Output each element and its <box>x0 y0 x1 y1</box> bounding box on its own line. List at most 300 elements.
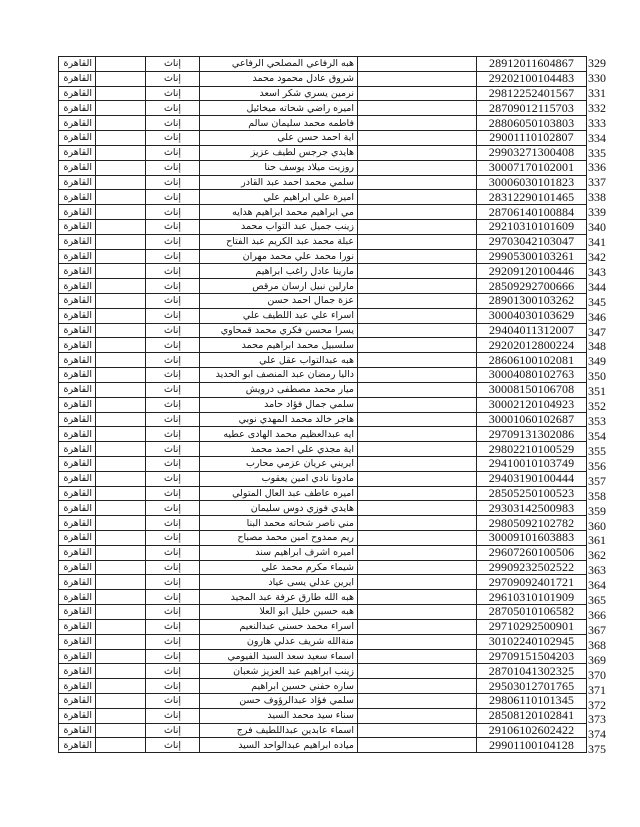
name-cell: ساره حفني حسين ابراهيم <box>200 679 358 694</box>
row-number: 350 <box>588 369 606 384</box>
row-number: 333 <box>588 115 606 130</box>
empty-cell <box>358 101 477 116</box>
name-cell: داليا رمضان عبد المنصف ابو الحديد <box>200 368 358 383</box>
gender-cell: إناث <box>146 545 200 560</box>
empty-cell <box>96 664 146 679</box>
row-number: 341 <box>588 235 606 250</box>
gender-cell: إناث <box>146 71 200 86</box>
table-row <box>59 57 587 72</box>
table-row <box>59 723 587 738</box>
row-number: 371 <box>588 682 606 697</box>
name-cell: عزة جمال احمد حسن <box>200 294 358 309</box>
row-number: 332 <box>588 100 606 115</box>
empty-cell <box>96 708 146 723</box>
row-number: 329 <box>588 56 606 70</box>
row-number: 351 <box>588 384 606 399</box>
empty-cell <box>96 649 146 664</box>
city-cell: القاهرة <box>59 501 96 516</box>
gender-cell: إناث <box>146 575 200 590</box>
national-id-cell: 29209120100446 <box>477 264 587 279</box>
name-cell: نرمين يسري شكر اسعد <box>200 86 358 101</box>
row-number: 363 <box>588 563 606 578</box>
gender-cell: إناث <box>146 442 200 457</box>
roster-body <box>59 57 587 753</box>
empty-cell <box>96 382 146 397</box>
empty-cell <box>358 205 477 220</box>
name-cell: اسراء محمد حسني عبدالنعيم <box>200 619 358 634</box>
empty-cell <box>96 116 146 131</box>
city-cell: القاهرة <box>59 545 96 560</box>
row-number: 346 <box>588 309 606 324</box>
gender-cell: إناث <box>146 708 200 723</box>
city-cell: القاهرة <box>59 249 96 264</box>
name-cell: عبلة محمد عبد الكريم عبد الفتاح <box>200 234 358 249</box>
national-id-cell: 30009101603883 <box>477 531 587 546</box>
national-id-cell: 29607260100506 <box>477 545 587 560</box>
city-cell: القاهرة <box>59 516 96 531</box>
city-cell: القاهرة <box>59 649 96 664</box>
table-row <box>59 679 587 694</box>
empty-cell <box>358 456 477 471</box>
name-cell: يسرا محسن فكري محمد قمحاوي <box>200 323 358 338</box>
empty-cell <box>358 279 477 294</box>
name-cell: فاطمه محمد سليمان سالم <box>200 116 358 131</box>
table-row <box>59 471 587 486</box>
empty-cell <box>96 86 146 101</box>
national-id-cell: 30102240102945 <box>477 634 587 649</box>
empty-cell <box>358 249 477 264</box>
national-id-cell: 28901300103262 <box>477 294 587 309</box>
empty-cell <box>96 693 146 708</box>
row-number: 334 <box>588 130 606 145</box>
gender-cell: إناث <box>146 131 200 146</box>
table-row <box>59 708 587 723</box>
name-cell: نورا محمد علي محمد مهران <box>200 249 358 264</box>
empty-cell <box>358 160 477 175</box>
name-cell: اميره اشرف ابراهيم سند <box>200 545 358 560</box>
empty-cell <box>358 693 477 708</box>
table-row <box>59 101 587 116</box>
national-id-cell: 30007170102001 <box>477 160 587 175</box>
city-cell: القاهرة <box>59 308 96 323</box>
national-id-cell: 29610310101909 <box>477 590 587 605</box>
national-id-cell: 28508120102841 <box>477 708 587 723</box>
empty-cell <box>96 738 146 753</box>
empty-cell <box>96 294 146 309</box>
table-row <box>59 634 587 649</box>
empty-cell <box>358 575 477 590</box>
national-id-cell: 29709131302086 <box>477 427 587 442</box>
city-cell: القاهرة <box>59 619 96 634</box>
city-cell: القاهرة <box>59 634 96 649</box>
empty-cell <box>96 57 146 72</box>
empty-cell <box>358 323 477 338</box>
gender-cell: إناث <box>146 590 200 605</box>
table-row <box>59 442 587 457</box>
name-cell: ايرين عدلي يسى عياد <box>200 575 358 590</box>
name-cell: زينب جميل عبد التواب محمد <box>200 219 358 234</box>
national-id-cell: 28705010106582 <box>477 605 587 620</box>
empty-cell <box>96 145 146 160</box>
row-number: 336 <box>588 160 606 175</box>
gender-cell: إناث <box>146 471 200 486</box>
city-cell: القاهرة <box>59 575 96 590</box>
name-cell: شروق عادل محمود محمد <box>200 71 358 86</box>
name-cell: شيماء مكرم محمد علي <box>200 560 358 575</box>
empty-cell <box>358 353 477 368</box>
national-id-cell: 29903271300408 <box>477 145 587 160</box>
gender-cell: إناث <box>146 234 200 249</box>
empty-cell <box>96 205 146 220</box>
table-row <box>59 516 587 531</box>
table-row <box>59 501 587 516</box>
national-id-cell: 28806050103803 <box>477 116 587 131</box>
empty-cell <box>96 249 146 264</box>
national-id-cell: 28706140100884 <box>477 205 587 220</box>
name-cell: هبه الله طارق عرفة عبد المجيد <box>200 590 358 605</box>
gender-cell: إناث <box>146 397 200 412</box>
table-row <box>59 160 587 175</box>
national-id-cell: 29106102602422 <box>477 723 587 738</box>
national-id-cell: 29403190100444 <box>477 471 587 486</box>
row-number: 331 <box>588 85 606 100</box>
name-cell: مني ناصر شحاته محمد البنا <box>200 516 358 531</box>
national-id-cell: 30004030103629 <box>477 308 587 323</box>
national-id-cell: 30006030101823 <box>477 175 587 190</box>
city-cell: القاهرة <box>59 234 96 249</box>
city-cell: القاهرة <box>59 86 96 101</box>
row-number: 373 <box>588 712 606 727</box>
table-row <box>59 338 587 353</box>
name-cell: ريم ممدوح امين محمد مصباح <box>200 531 358 546</box>
gender-cell: إناث <box>146 101 200 116</box>
national-id-cell: 29404011312007 <box>477 323 587 338</box>
gender-cell: إناث <box>146 634 200 649</box>
table-row <box>59 294 587 309</box>
table-row <box>59 693 587 708</box>
row-number: 347 <box>588 324 606 339</box>
national-id-cell: 30004080102763 <box>477 368 587 383</box>
national-id-cell: 29709151504203 <box>477 649 587 664</box>
table-row <box>59 86 587 101</box>
gender-cell: إناث <box>146 294 200 309</box>
gender-cell: إناث <box>146 205 200 220</box>
national-id-cell: 29503012701765 <box>477 679 587 694</box>
empty-cell <box>358 738 477 753</box>
table-row <box>59 619 587 634</box>
gender-cell: إناث <box>146 412 200 427</box>
table-row <box>59 590 587 605</box>
empty-cell <box>96 471 146 486</box>
table-row <box>59 353 587 368</box>
table-row <box>59 116 587 131</box>
empty-cell <box>358 531 477 546</box>
table-row <box>59 560 587 575</box>
table-row <box>59 190 587 205</box>
national-id-cell: 29802210100529 <box>477 442 587 457</box>
name-cell: اية احمد حسن علي <box>200 131 358 146</box>
table-row <box>59 649 587 664</box>
table-row <box>59 605 587 620</box>
table-row <box>59 145 587 160</box>
table-row <box>59 175 587 190</box>
gender-cell: إناث <box>146 560 200 575</box>
row-number: 330 <box>588 70 606 85</box>
gender-cell: إناث <box>146 308 200 323</box>
name-cell: سلمي جمال فؤاد حامد <box>200 397 358 412</box>
gender-cell: إناث <box>146 723 200 738</box>
empty-cell <box>358 412 477 427</box>
empty-cell <box>358 516 477 531</box>
row-number: 358 <box>588 488 606 503</box>
row-number: 375 <box>588 742 606 757</box>
name-cell: هايدي جرجس لطيف عزيز <box>200 145 358 160</box>
empty-cell <box>96 175 146 190</box>
empty-cell <box>358 634 477 649</box>
empty-cell <box>358 560 477 575</box>
city-cell: القاهرة <box>59 456 96 471</box>
row-number: 365 <box>588 593 606 608</box>
table-row <box>59 205 587 220</box>
row-number: 355 <box>588 443 606 458</box>
empty-cell <box>96 619 146 634</box>
empty-cell <box>358 723 477 738</box>
city-cell: القاهرة <box>59 693 96 708</box>
empty-cell <box>358 442 477 457</box>
row-number: 353 <box>588 414 606 429</box>
empty-cell <box>96 397 146 412</box>
empty-cell <box>96 545 146 560</box>
empty-cell <box>358 175 477 190</box>
empty-cell <box>358 116 477 131</box>
empty-cell <box>358 264 477 279</box>
empty-cell <box>358 501 477 516</box>
city-cell: القاهرة <box>59 353 96 368</box>
empty-cell <box>358 486 477 501</box>
gender-cell: إناث <box>146 279 200 294</box>
empty-cell <box>358 471 477 486</box>
national-id-cell: 28701041302325 <box>477 664 587 679</box>
name-cell: سناء سيد محمد السيد <box>200 708 358 723</box>
row-number: 352 <box>588 399 606 414</box>
city-cell: القاهرة <box>59 279 96 294</box>
national-id-cell: 29210310101609 <box>477 219 587 234</box>
gender-cell: إناث <box>146 738 200 753</box>
city-cell: القاهرة <box>59 264 96 279</box>
name-cell: اميرة علي ابراهيم علي <box>200 190 358 205</box>
national-id-cell: 28312290101465 <box>477 190 587 205</box>
row-number: 339 <box>588 205 606 220</box>
city-cell: القاهرة <box>59 382 96 397</box>
empty-cell <box>358 619 477 634</box>
row-number: 361 <box>588 533 606 548</box>
national-id-cell: 28505250100523 <box>477 486 587 501</box>
gender-cell: إناث <box>146 456 200 471</box>
name-cell: اميره عاطف عبد العال المتولي <box>200 486 358 501</box>
gender-cell: إناث <box>146 338 200 353</box>
row-number: 356 <box>588 458 606 473</box>
name-cell: مادونا نادي امين يعقوب <box>200 471 358 486</box>
empty-cell <box>358 57 477 72</box>
empty-cell <box>96 368 146 383</box>
national-id-cell: 29812252401567 <box>477 86 587 101</box>
table-row <box>59 382 587 397</box>
city-cell: القاهرة <box>59 175 96 190</box>
table-row <box>59 531 587 546</box>
name-cell: روزيت ميلاد يوسف حنا <box>200 160 358 175</box>
row-number: 369 <box>588 652 606 667</box>
name-cell: هبه حسين خليل ابو العلا <box>200 605 358 620</box>
empty-cell <box>358 545 477 560</box>
table-row <box>59 397 587 412</box>
national-id-cell: 28606100102081 <box>477 353 587 368</box>
city-cell: القاهرة <box>59 679 96 694</box>
gender-cell: إناث <box>146 86 200 101</box>
national-id-cell: 28912011604867 <box>477 57 587 72</box>
table-row <box>59 427 587 442</box>
national-id-cell: 29703042103047 <box>477 234 587 249</box>
row-number: 344 <box>588 279 606 294</box>
city-cell: القاهرة <box>59 131 96 146</box>
city-cell: القاهرة <box>59 145 96 160</box>
row-number: 335 <box>588 145 606 160</box>
city-cell: القاهرة <box>59 219 96 234</box>
gender-cell: إناث <box>146 531 200 546</box>
row-number: 366 <box>588 608 606 623</box>
city-cell: القاهرة <box>59 560 96 575</box>
empty-cell <box>96 679 146 694</box>
empty-cell <box>358 234 477 249</box>
row-number: 372 <box>588 697 606 712</box>
city-cell: القاهرة <box>59 531 96 546</box>
gender-cell: إناث <box>146 264 200 279</box>
city-cell: القاهرة <box>59 486 96 501</box>
row-number: 349 <box>588 354 606 369</box>
empty-cell <box>96 131 146 146</box>
national-id-cell: 29709092401721 <box>477 575 587 590</box>
table-row <box>59 456 587 471</box>
roster-table <box>58 56 587 753</box>
empty-cell <box>96 516 146 531</box>
name-cell: اميره راضي شحاته ميخائيل <box>200 101 358 116</box>
national-id-cell: 29901100104128 <box>477 738 587 753</box>
gender-cell: إناث <box>146 323 200 338</box>
gender-cell: إناث <box>146 427 200 442</box>
empty-cell <box>96 353 146 368</box>
gender-cell: إناث <box>146 382 200 397</box>
national-id-cell: 28709012115703 <box>477 101 587 116</box>
national-id-cell: 30002120104923 <box>477 397 587 412</box>
name-cell: اية مجدي علي احمد محمد <box>200 442 358 457</box>
row-number: 348 <box>588 339 606 354</box>
gender-cell: إناث <box>146 664 200 679</box>
city-cell: القاهرة <box>59 605 96 620</box>
empty-cell <box>358 190 477 205</box>
city-cell: القاهرة <box>59 708 96 723</box>
row-number: 359 <box>588 503 606 518</box>
table-row <box>59 486 587 501</box>
table-row <box>59 545 587 560</box>
empty-cell <box>96 101 146 116</box>
row-number: 345 <box>588 294 606 309</box>
row-number: 360 <box>588 518 606 533</box>
name-cell: منةالله شريف عدلي هارون <box>200 634 358 649</box>
gender-cell: إناث <box>146 353 200 368</box>
city-cell: القاهرة <box>59 442 96 457</box>
empty-cell <box>96 71 146 86</box>
row-number: 374 <box>588 727 606 742</box>
national-id-cell: 30008150106708 <box>477 382 587 397</box>
table-row <box>59 368 587 383</box>
empty-cell <box>96 308 146 323</box>
table-row <box>59 575 587 590</box>
table-row <box>59 412 587 427</box>
empty-cell <box>96 560 146 575</box>
row-number: 368 <box>588 637 606 652</box>
city-cell: القاهرة <box>59 427 96 442</box>
row-number: 367 <box>588 622 606 637</box>
empty-cell <box>358 368 477 383</box>
gender-cell: إناث <box>146 57 200 72</box>
city-cell: القاهرة <box>59 738 96 753</box>
empty-cell <box>96 160 146 175</box>
name-cell: زينب ابراهيم عبد العزيز شعبان <box>200 664 358 679</box>
empty-cell <box>96 264 146 279</box>
name-cell: هايدي فوزي دوس سليمان <box>200 501 358 516</box>
empty-cell <box>358 71 477 86</box>
empty-cell <box>358 427 477 442</box>
national-id-cell: 30001060102687 <box>477 412 587 427</box>
city-cell: القاهرة <box>59 338 96 353</box>
city-cell: القاهرة <box>59 101 96 116</box>
row-number: 362 <box>588 548 606 563</box>
name-cell: سلمي محمد احمد عبد القادر <box>200 175 358 190</box>
city-cell: القاهرة <box>59 368 96 383</box>
empty-cell <box>96 723 146 738</box>
name-cell: هبه الرفاعي المصلحي الرفاعي <box>200 57 358 72</box>
name-cell: سلمي فؤاد عبدالرؤوف حسن <box>200 693 358 708</box>
empty-cell <box>358 382 477 397</box>
row-number: 370 <box>588 667 606 682</box>
name-cell: سلسبيل محمد ابراهيم محمد <box>200 338 358 353</box>
national-id-cell: 28509292700666 <box>477 279 587 294</box>
table-row <box>59 738 587 753</box>
city-cell: القاهرة <box>59 205 96 220</box>
name-cell: اسراء علي عبد اللطيف علي <box>200 308 358 323</box>
empty-cell <box>358 679 477 694</box>
national-id-cell: 29806110101345 <box>477 693 587 708</box>
row-number: 342 <box>588 249 606 264</box>
gender-cell: إناث <box>146 145 200 160</box>
name-cell: ميار محمد مصطفى درويش <box>200 382 358 397</box>
empty-cell <box>358 649 477 664</box>
gender-cell: إناث <box>146 486 200 501</box>
city-cell: القاهرة <box>59 71 96 86</box>
empty-cell <box>96 219 146 234</box>
national-id-cell: 29001110102807 <box>477 131 587 146</box>
empty-cell <box>96 590 146 605</box>
gender-cell: إناث <box>146 249 200 264</box>
national-id-cell: 29805092102782 <box>477 516 587 531</box>
empty-cell <box>96 456 146 471</box>
empty-cell <box>96 338 146 353</box>
national-id-cell: 29303142500983 <box>477 501 587 516</box>
table-row <box>59 219 587 234</box>
city-cell: القاهرة <box>59 397 96 412</box>
gender-cell: إناث <box>146 160 200 175</box>
gender-cell: إناث <box>146 116 200 131</box>
city-cell: القاهرة <box>59 190 96 205</box>
